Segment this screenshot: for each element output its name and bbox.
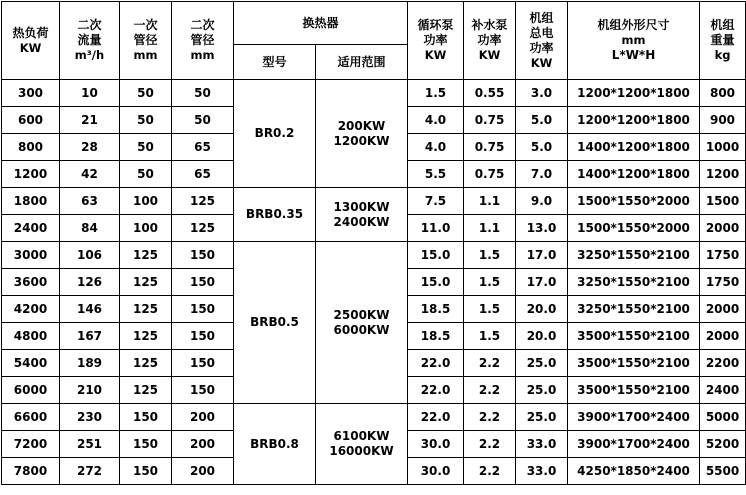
table-row [2, 188, 746, 215]
cell-weight: 2000 [700, 215, 746, 242]
cell-total-power: 25.0 [516, 377, 568, 404]
cell-secondary-pipe: 200 [172, 458, 234, 485]
cell-weight: 2200 [700, 350, 746, 377]
cell-secondary-pipe: 200 [172, 404, 234, 431]
cell-secondary-pipe: 65 [172, 134, 234, 161]
cell-exchanger-range-min: 6100KW [333, 429, 390, 443]
cell-exchanger-range-max: 16000KW [329, 444, 394, 458]
cell-secondary-flow: 251 [60, 431, 120, 458]
header-secondary-flow-unit: m³/h [74, 48, 105, 63]
header-weight-unit: kg [714, 48, 731, 63]
cell-secondary-flow: 272 [60, 458, 120, 485]
header-total-power [516, 2, 568, 80]
header-total-power-l3: 功率 [529, 40, 554, 55]
cell-exchanger-range-max: 2400KW [333, 214, 390, 229]
header-secondary-flow-l1: 二次 [77, 18, 102, 33]
cell-secondary-flow: 21 [60, 107, 120, 134]
cell-total-power: 13.0 [516, 215, 568, 242]
cell-primary-pipe: 125 [120, 296, 172, 323]
cell-heat-load: 800 [2, 134, 60, 161]
cell-circulating-pump: 4.0 [408, 134, 464, 161]
cell-weight: 5500 [700, 458, 746, 485]
header-circulating-pump [408, 2, 464, 80]
cell-heat-load: 600 [2, 107, 60, 134]
header-primary-pipe-l1: 一次 [133, 18, 158, 33]
cell-heat-load: 2400 [2, 215, 60, 242]
cell-exchanger-range-min: 2500KW [333, 307, 390, 322]
cell-primary-pipe: 50 [120, 80, 172, 107]
spec-sheet [0, 1, 740, 495]
header-makeup-pump-unit: KW [478, 48, 501, 63]
header-makeup-pump-l2: 功率 [477, 33, 502, 48]
cell-weight: 1000 [700, 134, 746, 161]
table-row [2, 80, 746, 107]
header-weight [700, 2, 746, 80]
cell-heat-load: 1800 [2, 188, 60, 215]
header-dimensions-l2: mm [621, 33, 646, 48]
header-total-power-l2: 总电 [529, 25, 554, 40]
cell-weight: 800 [700, 80, 746, 107]
header-secondary-pipe-l2: 管径 [190, 33, 215, 48]
header-makeup-pump [464, 2, 516, 80]
cell-weight: 1750 [700, 242, 746, 269]
cell-makeup-pump: 0.75 [464, 161, 516, 188]
cell-dimensions: 1400*1200*1800 [568, 134, 700, 161]
cell-circulating-pump: 7.5 [408, 188, 464, 215]
cell-weight: 1200 [700, 161, 746, 188]
cell-makeup-pump: 1.5 [464, 269, 516, 296]
cell-weight: 900 [700, 107, 746, 134]
cell-weight: 2000 [700, 296, 746, 323]
cell-weight: 1500 [700, 188, 746, 215]
header-secondary-flow-l2: 流量 [77, 33, 102, 48]
cell-primary-pipe: 125 [120, 350, 172, 377]
cell-circulating-pump: 30.0 [408, 458, 464, 485]
cell-weight: 2400 [700, 377, 746, 404]
header-circulating-pump-l2: 功率 [423, 33, 448, 48]
cell-dimensions: 3250*1550*2100 [568, 296, 700, 323]
header-primary-pipe-unit: mm [133, 48, 158, 63]
cell-total-power: 33.0 [516, 431, 568, 458]
cell-secondary-pipe: 125 [172, 215, 234, 242]
cell-dimensions: 1500*1550*2000 [568, 188, 700, 215]
cell-total-power: 5.0 [516, 134, 568, 161]
header-weight-l2: 重量 [710, 33, 735, 48]
cell-secondary-flow: 28 [60, 134, 120, 161]
cell-primary-pipe: 125 [120, 269, 172, 296]
cell-exchanger-range [316, 188, 408, 242]
cell-dimensions: 3500*1550*2100 [568, 377, 700, 404]
cell-heat-load: 4800 [2, 323, 60, 350]
cell-dimensions: 3500*1550*2100 [568, 323, 700, 350]
cell-secondary-flow: 210 [60, 377, 120, 404]
cell-total-power: 7.0 [516, 161, 568, 188]
table-body [2, 80, 746, 485]
cell-secondary-flow: 189 [60, 350, 120, 377]
cell-secondary-flow: 10 [60, 80, 120, 107]
header-exchanger-model: 型号 [234, 45, 316, 80]
cell-makeup-pump: 2.2 [464, 404, 516, 431]
cell-makeup-pump: 2.2 [464, 377, 516, 404]
cell-makeup-pump: 1.1 [464, 215, 516, 242]
cell-exchanger-range-min: 1300KW [333, 199, 390, 214]
cell-circulating-pump: 5.5 [408, 161, 464, 188]
cell-primary-pipe: 100 [120, 215, 172, 242]
cell-dimensions: 1400*1200*1800 [568, 161, 700, 188]
cell-total-power: 33.0 [516, 458, 568, 485]
cell-dimensions: 3250*1550*2100 [568, 242, 700, 269]
cell-total-power: 3.0 [516, 80, 568, 107]
cell-total-power: 5.0 [516, 107, 568, 134]
cell-makeup-pump: 2.2 [464, 458, 516, 485]
specification-table [1, 1, 746, 485]
cell-circulating-pump: 18.5 [408, 296, 464, 323]
cell-primary-pipe: 150 [120, 404, 172, 431]
cell-circulating-pump: 30.0 [408, 431, 464, 458]
header-dimensions-l1: 机组外形尺寸 [597, 18, 670, 33]
cell-exchanger-range-max: 6000KW [333, 322, 390, 337]
cell-circulating-pump: 18.5 [408, 323, 464, 350]
cell-total-power: 9.0 [516, 188, 568, 215]
header-weight-l1: 机组 [710, 18, 735, 33]
cell-weight: 5200 [700, 431, 746, 458]
cell-secondary-pipe: 150 [172, 377, 234, 404]
cell-exchanger-range [316, 80, 408, 188]
cell-secondary-pipe: 150 [172, 350, 234, 377]
header-heat-load-title: 热负荷 [12, 25, 49, 40]
cell-primary-pipe: 50 [120, 161, 172, 188]
cell-makeup-pump: 1.5 [464, 296, 516, 323]
cell-makeup-pump: 0.75 [464, 134, 516, 161]
cell-exchanger-model: BR0.2 [234, 80, 316, 188]
cell-heat-load: 6600 [2, 404, 60, 431]
cell-primary-pipe: 50 [120, 134, 172, 161]
cell-heat-load: 7800 [2, 458, 60, 485]
cell-total-power: 25.0 [516, 350, 568, 377]
cell-dimensions: 3500*1550*2100 [568, 350, 700, 377]
header-makeup-pump-l1: 补水泵 [471, 18, 508, 33]
cell-secondary-flow: 84 [60, 215, 120, 242]
cell-makeup-pump: 1.5 [464, 242, 516, 269]
cell-circulating-pump: 1.5 [408, 80, 464, 107]
header-primary-pipe [120, 2, 172, 80]
cell-makeup-pump: 1.1 [464, 188, 516, 215]
cell-dimensions: 1500*1550*2000 [568, 215, 700, 242]
cell-heat-load: 3000 [2, 242, 60, 269]
cell-primary-pipe: 150 [120, 431, 172, 458]
header-total-power-unit: KW [530, 55, 553, 70]
cell-secondary-flow: 106 [60, 242, 120, 269]
cell-secondary-pipe: 150 [172, 323, 234, 350]
cell-secondary-pipe: 50 [172, 107, 234, 134]
header-secondary-pipe [172, 2, 234, 80]
cell-dimensions: 1200*1200*1800 [568, 107, 700, 134]
cell-dimensions: 3900*1700*2400 [568, 404, 700, 431]
cell-primary-pipe: 100 [120, 188, 172, 215]
cell-dimensions: 3900*1700*2400 [568, 431, 700, 458]
cell-circulating-pump: 15.0 [408, 269, 464, 296]
cell-total-power: 25.0 [516, 404, 568, 431]
cell-primary-pipe: 50 [120, 107, 172, 134]
cell-exchanger-range-min: 200KW [337, 118, 386, 133]
cell-secondary-pipe: 65 [172, 161, 234, 188]
cell-secondary-pipe: 150 [172, 296, 234, 323]
cell-secondary-flow: 230 [60, 404, 120, 431]
header-dimensions [568, 2, 700, 80]
cell-exchanger-model: BRB0.35 [234, 188, 316, 242]
cell-primary-pipe: 125 [120, 242, 172, 269]
cell-primary-pipe: 125 [120, 323, 172, 350]
cell-heat-load: 300 [2, 80, 60, 107]
cell-makeup-pump: 0.55 [464, 80, 516, 107]
cell-circulating-pump: 22.0 [408, 377, 464, 404]
cell-secondary-pipe: 125 [172, 188, 234, 215]
cell-heat-load: 6000 [2, 377, 60, 404]
cell-weight: 5000 [700, 404, 746, 431]
cell-makeup-pump: 2.2 [464, 431, 516, 458]
header-heat-load-unit: KW [19, 40, 42, 55]
header-heat-load [2, 2, 60, 80]
header-exchanger-range: 适用范围 [316, 45, 408, 80]
cell-weight: 1750 [700, 269, 746, 296]
header-primary-pipe-l2: 管径 [133, 33, 158, 48]
table-row [2, 404, 746, 431]
cell-secondary-flow: 126 [60, 269, 120, 296]
cell-total-power: 20.0 [516, 296, 568, 323]
cell-circulating-pump: 11.0 [408, 215, 464, 242]
table-header [2, 2, 746, 80]
cell-secondary-pipe: 200 [172, 431, 234, 458]
cell-exchanger-range [316, 404, 408, 485]
cell-makeup-pump: 2.2 [464, 350, 516, 377]
cell-dimensions: 3250*1550*2100 [568, 269, 700, 296]
cell-total-power: 20.0 [516, 323, 568, 350]
cell-dimensions: 4250*1850*2400 [568, 458, 700, 485]
cell-primary-pipe: 150 [120, 458, 172, 485]
cell-secondary-pipe: 150 [172, 269, 234, 296]
cell-primary-pipe: 125 [120, 377, 172, 404]
cell-makeup-pump: 0.75 [464, 107, 516, 134]
cell-exchanger-range [316, 242, 408, 404]
header-heat-exchanger: 换热器 [234, 2, 408, 45]
header-secondary-pipe-l1: 二次 [190, 18, 215, 33]
cell-heat-load: 1200 [2, 161, 60, 188]
header-total-power-l1: 机组 [529, 10, 554, 25]
cell-circulating-pump: 4.0 [408, 107, 464, 134]
header-circulating-pump-l1: 循环泵 [417, 18, 454, 33]
cell-heat-load: 5400 [2, 350, 60, 377]
cell-exchanger-range-max: 1200KW [333, 133, 390, 148]
cell-secondary-flow: 146 [60, 296, 120, 323]
cell-circulating-pump: 22.0 [408, 350, 464, 377]
cell-total-power: 17.0 [516, 269, 568, 296]
cell-secondary-flow: 63 [60, 188, 120, 215]
cell-circulating-pump: 15.0 [408, 242, 464, 269]
cell-heat-load: 7200 [2, 431, 60, 458]
table-row [2, 242, 746, 269]
cell-makeup-pump: 1.5 [464, 323, 516, 350]
cell-secondary-pipe: 150 [172, 242, 234, 269]
cell-dimensions: 1200*1200*1800 [568, 80, 700, 107]
cell-weight: 2000 [700, 323, 746, 350]
header-secondary-flow [60, 2, 120, 80]
cell-heat-load: 4200 [2, 296, 60, 323]
cell-circulating-pump: 22.0 [408, 404, 464, 431]
cell-total-power: 17.0 [516, 242, 568, 269]
header-secondary-pipe-unit: mm [190, 48, 215, 63]
header-circulating-pump-unit: KW [424, 48, 447, 63]
header-dimensions-l3: L*W*H [611, 47, 656, 62]
cell-secondary-flow: 42 [60, 161, 120, 188]
cell-secondary-pipe: 50 [172, 80, 234, 107]
cell-secondary-flow: 167 [60, 323, 120, 350]
cell-heat-load: 3600 [2, 269, 60, 296]
cell-exchanger-model: BRB0.5 [234, 242, 316, 404]
cell-exchanger-model: BRB0.8 [234, 404, 316, 485]
